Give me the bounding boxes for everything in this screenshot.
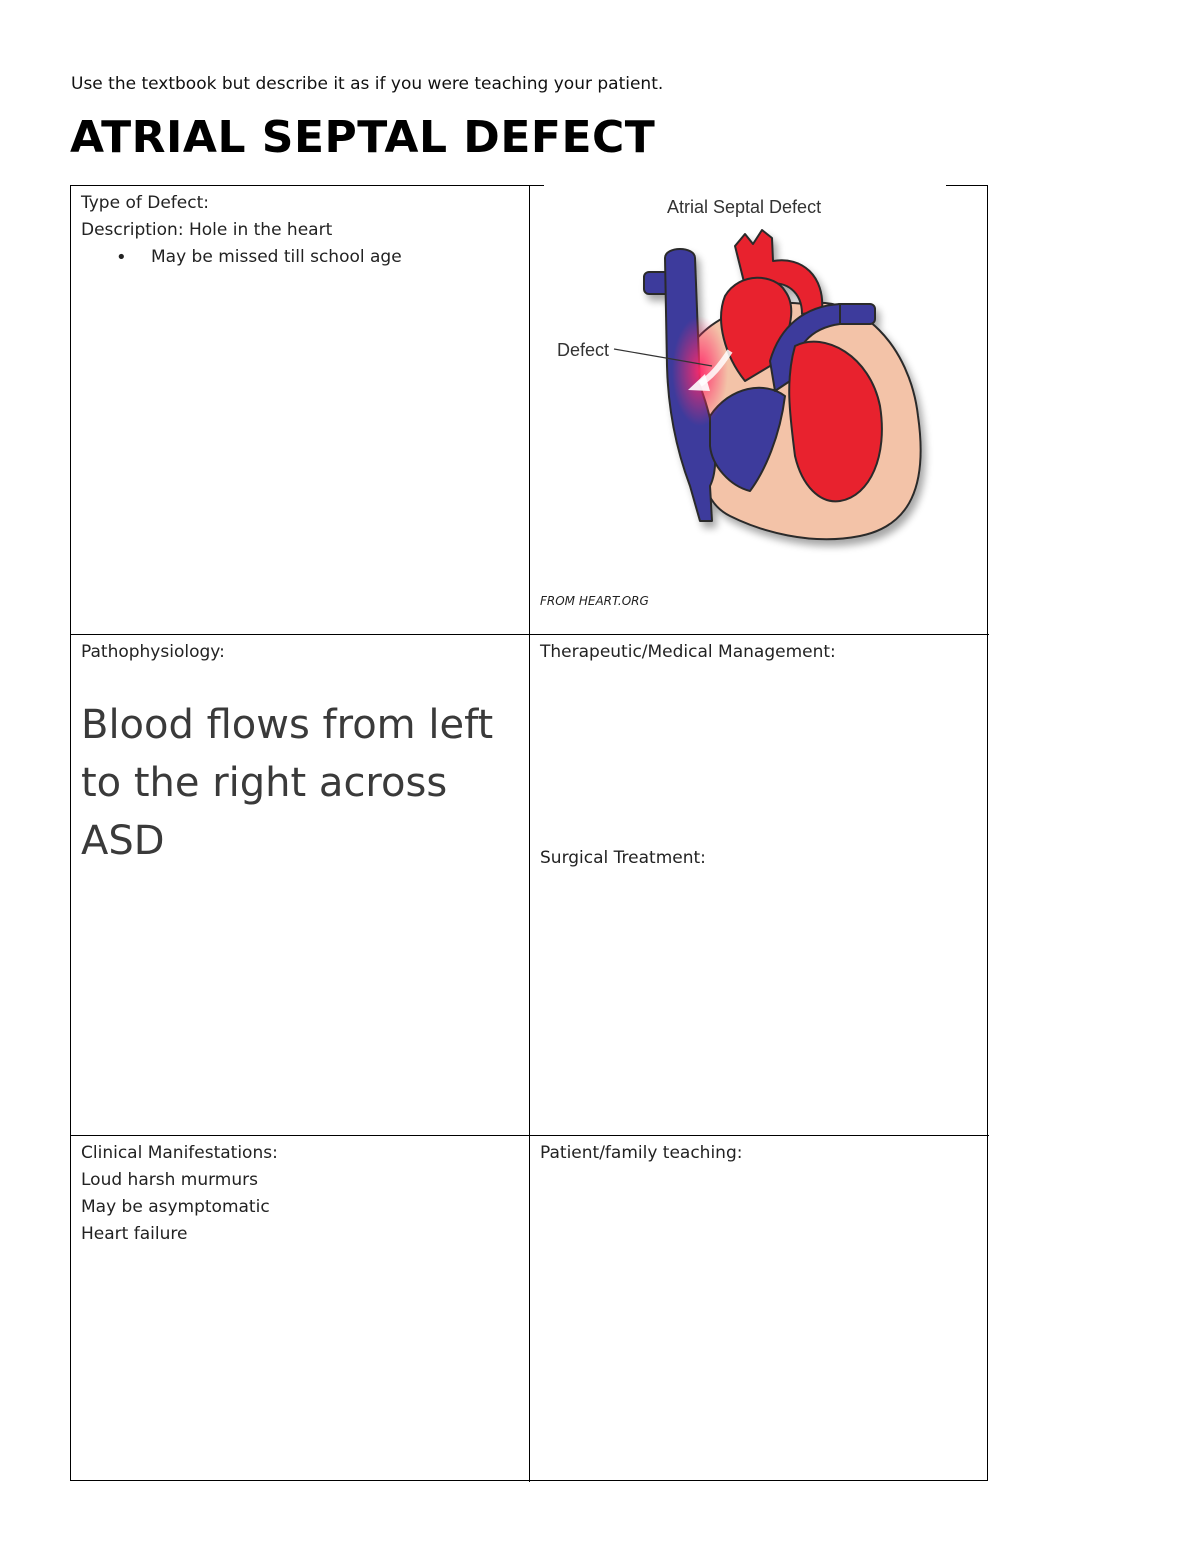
image-caption: FROM HEART.ORG [540,594,649,608]
management-label: Therapeutic/Medical Management: [540,642,836,662]
list-item: Loud harsh murmurs [81,1170,258,1190]
management-cell [530,635,989,1136]
diagram-heading: Atrial Septal Defect [667,197,822,217]
teaching-label: Patient/family teaching: [540,1143,743,1163]
worksheet-table [70,185,988,1481]
instructions: Use the textbook but describe it as if you were teaching your patient. [71,74,664,94]
shunt-highlight [672,316,728,426]
page-title: ATRIAL SEPTAL DEFECT [70,112,656,163]
list-item: • May be missed till school age [151,244,519,271]
description-bullets [81,244,519,271]
type-of-defect-cell [71,186,530,635]
pathophysiology-text: Blood flows from left to the right across ASD [81,702,494,864]
clinical-manifestations-cell [71,1136,530,1482]
teaching-cell [530,1136,989,1482]
pathophysiology-cell [71,635,530,1136]
pathophysiology-label: Pathophysiology: [81,642,225,662]
defect-label: Defect [557,340,610,360]
surgical-treatment-label: Surgical Treatment: [540,848,706,868]
type-of-defect-label: Type of Defect: [81,193,209,213]
list-item: May be asymptomatic [81,1197,270,1217]
clinical-manifestations-label: Clinical Manifestations: [81,1143,278,1163]
heart-image-cell [530,186,989,635]
heart-diagram-image [540,186,970,586]
description-text: Description: Hole in the heart [81,220,333,240]
list-item: Heart failure [81,1224,188,1244]
